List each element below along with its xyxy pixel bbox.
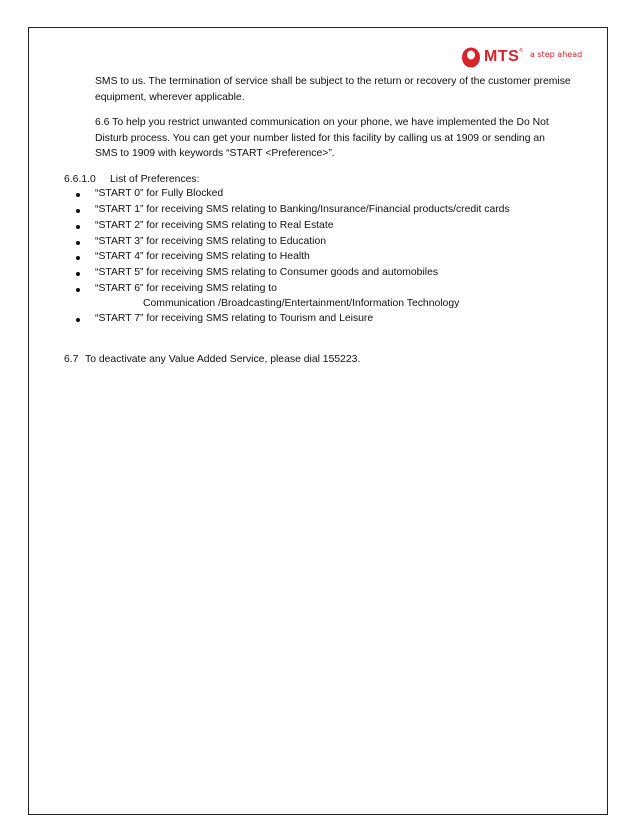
logo-text: MTS xyxy=(484,48,520,65)
para1-line2: equipment, wherever applicable. xyxy=(95,92,245,103)
preference-item: “START 3” for receiving SMS relating to Education xyxy=(95,236,327,247)
preference-item-continuation: Communication /Broadcasting/Entertainment/Information Technology xyxy=(143,298,460,309)
bullet-icon xyxy=(76,318,80,322)
list-heading-number: 6.6.1.0 xyxy=(64,174,96,185)
bullet-icon xyxy=(76,193,80,197)
preference-item: “START 7” for receiving SMS relating to Tourism and Leisure xyxy=(95,313,374,324)
para2-line2: Disturb process. You can get your number listed for this facility by calling us at 1909 or sending an xyxy=(95,133,545,144)
logo-registered-mark: ® xyxy=(519,48,523,54)
preference-item: “START 5” for receiving SMS relating to Consumer goods and automobiles xyxy=(95,267,439,278)
preference-item: “START 1” for receiving SMS relating to Banking/Insurance/Financial products/credit cards xyxy=(95,204,510,215)
bullet-icon xyxy=(76,272,80,276)
preference-item: “START 6” for receiving SMS relating to xyxy=(95,283,277,294)
para-6-7-number: 6.7 xyxy=(64,354,79,365)
bullet-icon xyxy=(76,241,80,245)
para-6-7: To deactivate any Value Added Service, please dial 155223. xyxy=(85,354,361,365)
preference-item: “START 4” for receiving SMS relating to Health xyxy=(95,251,310,262)
bullet-icon xyxy=(76,288,80,292)
list-heading: List of Preferences: xyxy=(110,174,200,185)
mts-logo xyxy=(461,45,523,69)
bullet-icon xyxy=(76,225,80,229)
preference-item: “START 0” for Fully Blocked xyxy=(95,188,224,199)
bullet-icon xyxy=(76,209,80,213)
mts-egg-icon xyxy=(461,46,481,68)
para2-line1: 6.6 To help you restrict unwanted communication on your phone, we have implemented the Do Not xyxy=(95,117,549,128)
bullet-icon xyxy=(76,256,80,260)
para2-line3: SMS to 1909 with keywords “START <Preference>”. xyxy=(95,148,335,159)
para1-line1: SMS to us. The termination of service shall be subject to the return or recovery of the customer premise xyxy=(95,76,571,87)
tagline: a step ahead xyxy=(530,50,583,59)
preference-item: “START 2” for receiving SMS relating to Real Estate xyxy=(95,220,334,231)
